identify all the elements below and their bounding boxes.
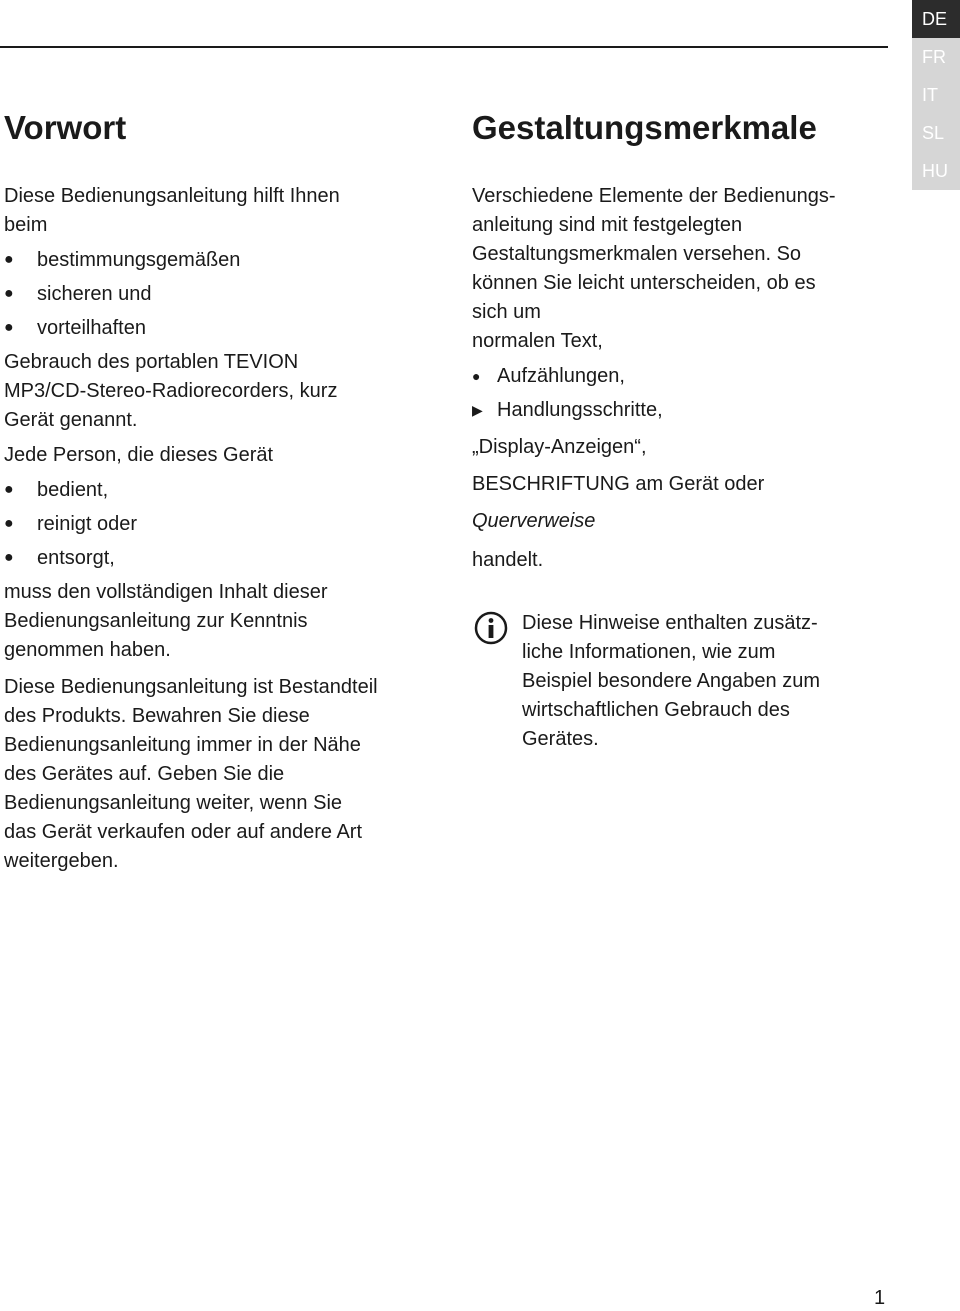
list-item: ● entsorgt, — [4, 541, 444, 575]
person-list — [4, 473, 444, 575]
bullet-icon: ● — [472, 368, 481, 384]
foreword-intro — [4, 182, 444, 240]
person-intro: Jede Person, die dieses Gerät — [4, 444, 274, 466]
text-line: beim — [4, 214, 48, 236]
design-intro — [472, 182, 892, 356]
text-line: Diese Hinweise enthalten zusätz- — [522, 612, 818, 634]
usage-list — [4, 243, 444, 345]
example-display: „Display-Anzeigen“, — [472, 436, 647, 458]
text-line: Gerätes. — [522, 728, 599, 750]
text-line: Gebrauch des portablen TEVION — [4, 351, 299, 373]
person-after — [4, 578, 444, 665]
text-line: Diese Bedienungsanleitung ist Bestandteil — [4, 676, 378, 698]
triangle-right-icon: ▶ — [472, 402, 483, 418]
lang-tab-hu[interactable]: HU — [912, 152, 960, 190]
example-list-item: ● Aufzählungen, — [472, 359, 892, 393]
list-item: ● reinigt oder — [4, 507, 444, 541]
design-features-section — [472, 108, 892, 754]
text-line: Bedienungsanleitung immer in der Nähe — [4, 734, 361, 756]
bullet-icon: ● — [4, 285, 14, 302]
text-line: sich um — [472, 301, 541, 323]
text-line: weitergeben. — [4, 850, 119, 872]
foreword-title: Vorwort — [4, 109, 127, 146]
text-line: wirtschaftlichen Gebrauch des — [522, 699, 790, 721]
list-item: ● sicheren und — [4, 277, 444, 311]
text-line: muss den vollständigen Inhalt dieser — [4, 581, 328, 603]
text-line: Verschiedene Elemente der Bedienungs- — [472, 185, 836, 207]
text-line: Diese Bedienungsanleitung hilft Ihnen — [4, 185, 340, 207]
bullet-icon: ● — [4, 481, 14, 498]
design-outro: handelt. — [472, 549, 544, 571]
info-icon — [474, 611, 508, 645]
example-steps: ▶ Handlungsschritte, — [472, 393, 892, 427]
text-line: liche Informationen, wie zum — [522, 641, 776, 663]
lang-tab-de[interactable]: DE — [912, 0, 960, 38]
list-item: ● vorteilhaften — [4, 311, 444, 345]
bullet-icon: ● — [4, 549, 14, 566]
bullet-icon: ● — [4, 251, 14, 268]
text-line: Beispiel besondere Angaben zum — [522, 670, 820, 692]
example-crossref: Querverweise — [472, 510, 596, 532]
text-line: anleitung sind mit festgelegten — [472, 214, 743, 236]
text-line: Bedienungsanleitung weiter, wenn Sie — [4, 792, 343, 814]
text-line: MP3/CD-Stereo-Radiorecorders, kurz — [4, 380, 338, 402]
lang-tab-fr[interactable]: FR — [912, 38, 960, 76]
info-note — [472, 609, 892, 754]
design-features-title: Gestaltungsmerkmale — [472, 109, 817, 146]
example-label: BESCHRIFTUNG am Gerät oder — [472, 473, 765, 495]
text-line: des Produkts. Bewahren Sie diese — [4, 705, 310, 727]
text-line: Bedienungsanleitung zur Kenntnis — [4, 610, 308, 632]
text-line: normalen Text, — [472, 330, 603, 352]
language-tabs — [912, 0, 960, 190]
text-line: Gestaltungsmerkmalen versehen. So — [472, 243, 802, 265]
text-line: können Sie leicht unterscheiden, ob es — [472, 272, 816, 294]
lang-tab-it[interactable]: IT — [912, 76, 960, 114]
text-line: das Gerät verkaufen oder auf andere Art — [4, 821, 362, 843]
text-line: Gerät genannt. — [4, 409, 138, 431]
bullet-icon: ● — [4, 515, 14, 532]
bullet-icon: ● — [4, 319, 14, 336]
header-rule — [0, 46, 888, 48]
list-item: ● bedient, — [4, 473, 444, 507]
list-item: ● bestimmungsgemäßen — [4, 243, 444, 277]
foreword-section — [4, 108, 444, 876]
closing-paragraph — [4, 673, 444, 876]
lang-tab-sl[interactable]: SL — [912, 114, 960, 152]
text-line: genommen haben. — [4, 639, 171, 661]
text-line: des Gerätes auf. Geben Sie die — [4, 763, 285, 785]
usage-after — [4, 348, 444, 435]
page-number: 1 — [874, 1287, 886, 1309]
